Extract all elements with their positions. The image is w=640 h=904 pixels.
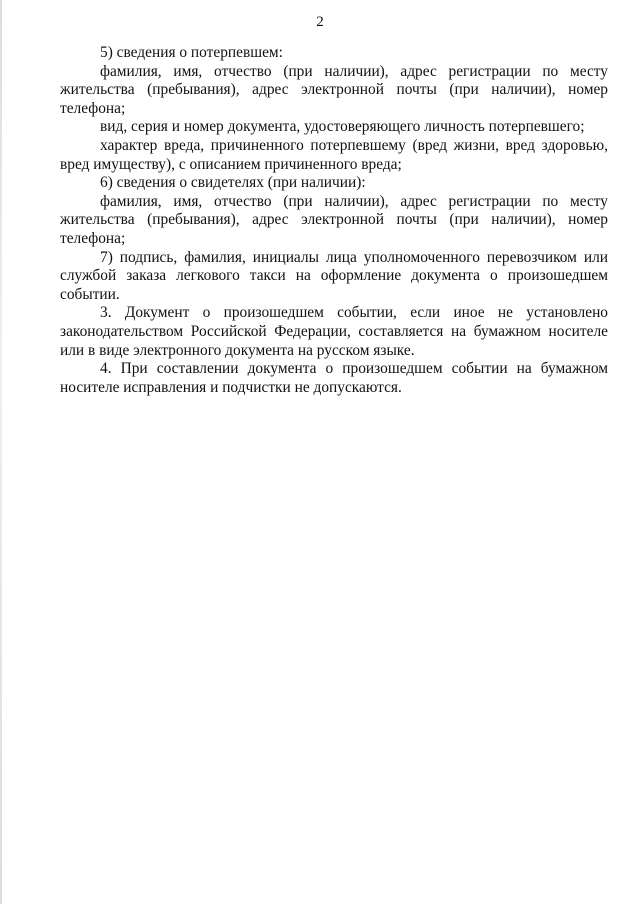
paragraph-harm-description: характер вреда, причиненного потерпевшему (вред жизни, вред здоровью, вред имуществу), с описанием причиненного вреда; xyxy=(60,136,608,173)
document-body xyxy=(60,44,608,397)
paragraph-section-4: 4. При составлении документа о произошедшем событии на бумажном носителе исправления и подчистки не допускаются. xyxy=(60,360,608,396)
paragraph-signature: 7) подпись, фамилия, инициалы лица уполномоченного перевозчиком или службой заказа легкового такси на оформление документа о произошедшем событии. xyxy=(60,248,608,303)
page-number: 2 xyxy=(316,14,324,30)
paragraph-witness-info: 6) сведения о свидетелях (при наличии): xyxy=(100,174,366,192)
paragraph-victim-name-address: фамилия, имя, отчество (при наличии), адрес регистрации по месту жительства (пребывания), адрес электронной почты (при наличии), номер телефона; xyxy=(60,62,608,117)
scan-edge xyxy=(0,0,2,904)
paragraph-victim-info: 5) сведения о потерпевшем: xyxy=(100,44,283,61)
paragraph-section-3: 3. Документ о произошедшем событии, если иное не установлено законодательством Российской Федерации, составляется на бумажном носителе или в виде электронного документа на русском языке. xyxy=(60,304,608,359)
paragraph-victim-id-document: вид, серия и номер документа, удостоверяющего личность потерпевшего; xyxy=(100,118,585,136)
paragraph-witness-name-address: фамилия, имя, отчество (при наличии), адрес регистрации по месту жительства (пребывания), адрес электронной почты (при наличии), номер телефона; xyxy=(60,192,608,247)
